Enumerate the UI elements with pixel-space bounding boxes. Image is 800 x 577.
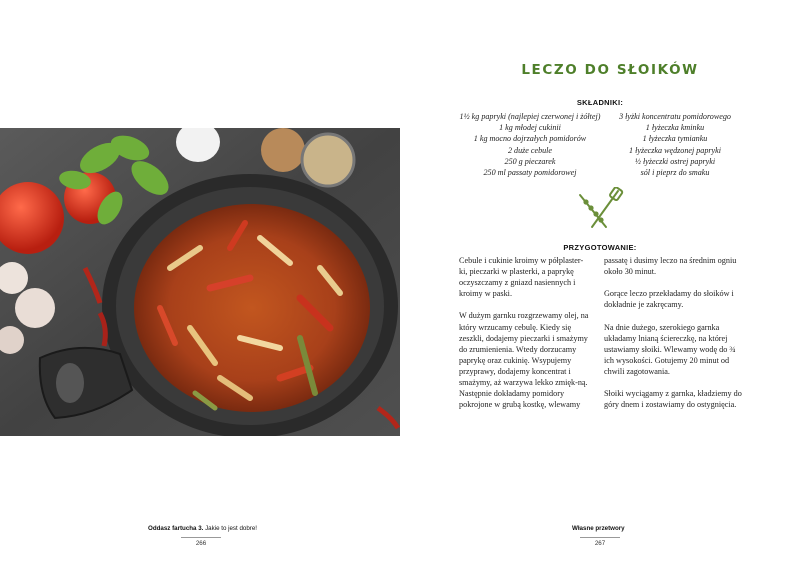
ingredient-item: 1 łyżeczka tymianku: [642, 134, 708, 144]
ingredient-item: ½ łyżeczki ostrej papryki: [634, 156, 716, 166]
ingredient-item: 1½ kg papryki (najlepiej czerwonej i żółtej): [459, 112, 601, 121]
ingredients-list-right: [600, 111, 750, 178]
page-number-right: 267: [594, 540, 606, 547]
preparation-paragraph: Cebule i cukinie kroimy w półplaster-ki, pieczarki w plasterki, a paprykę oczyszczamy z gniazd nasiennych i kroimy w paski.: [459, 256, 584, 299]
ingredient-item: 1 kg młodej cukinii: [499, 123, 561, 133]
preparation-column-left: [459, 255, 591, 421]
preparation-paragraph: Gorące leczo przekładamy do słoików i dokładnie je zakręcamy.: [604, 289, 734, 310]
page-number-left: 266: [195, 540, 207, 547]
ingredient-item: 3 łyżki koncentratu pomidorowego: [619, 112, 731, 121]
ingredient-item: 1 łyżeczka wędzonej papryki: [629, 145, 721, 155]
preparation-paragraph: Słoiki wyciągamy z garnka, kładziemy do góry dnem i zostawiamy do ostygnięcia.: [604, 389, 742, 410]
preparation-heading: PRZYGOTOWANIE:: [563, 243, 637, 252]
ingredient-item: 250 ml passaty pomidorowej: [483, 168, 577, 178]
ingredients-list-left: [450, 111, 610, 178]
right-page: [400, 0, 800, 577]
ingredient-item: 250 g pieczarek: [504, 156, 556, 166]
skewer-spatula-icon: [574, 187, 624, 233]
recipe-title: LECZO DO SŁOIKÓW: [521, 62, 699, 78]
ingredients-heading: SKŁADNIKI:: [576, 98, 624, 107]
ingredient-item: sól i pieprz do smaku: [640, 168, 710, 178]
preparation-paragraph: passatę i dusimy leczo na średnim ogniu około 30 minut.: [604, 256, 737, 277]
leczo-pan-photo: [0, 128, 400, 436]
footer-book-title: Oddasz fartucha 3. Jakie to jest dobre!: [148, 525, 258, 532]
ingredient-item: 1 kg mocno dojrzałych pomidorów: [473, 134, 587, 144]
footer-section-title: Własne przetwory: [572, 525, 625, 532]
preparation-paragraph: Na dnie dużego, szerokiego garnka układamy lnianą ściereczkę, na której ustawiamy słoiki. Wlewamy wodę do ¾ ich wysokości. Gotujemy 20 minut od chwili zagotowania.: [604, 322, 736, 376]
preparation-paragraph: W dużym garnku rozgrzewamy olej, na który wrzucamy cebulę. Kiedy się zeszkli, dodajemy pieczarki i smażymy do zrumienienia. Wtedy dorzucamy paprykę oraz cukinię. Wsypujemy przyprawy, dodajemy koncentrat i smażymy, aż warzywa lekko zmięk-ną. Następnie dokładamy pomidory pokrojone w grubą kostkę, wlewamy: [459, 311, 589, 410]
ingredient-item: 1 łyżeczka kminku: [645, 123, 705, 133]
footer-divider: [580, 537, 620, 538]
footer-divider: [181, 537, 221, 538]
ingredient-item: 2 duże cebule: [507, 145, 553, 155]
preparation-column-right: [604, 255, 744, 421]
